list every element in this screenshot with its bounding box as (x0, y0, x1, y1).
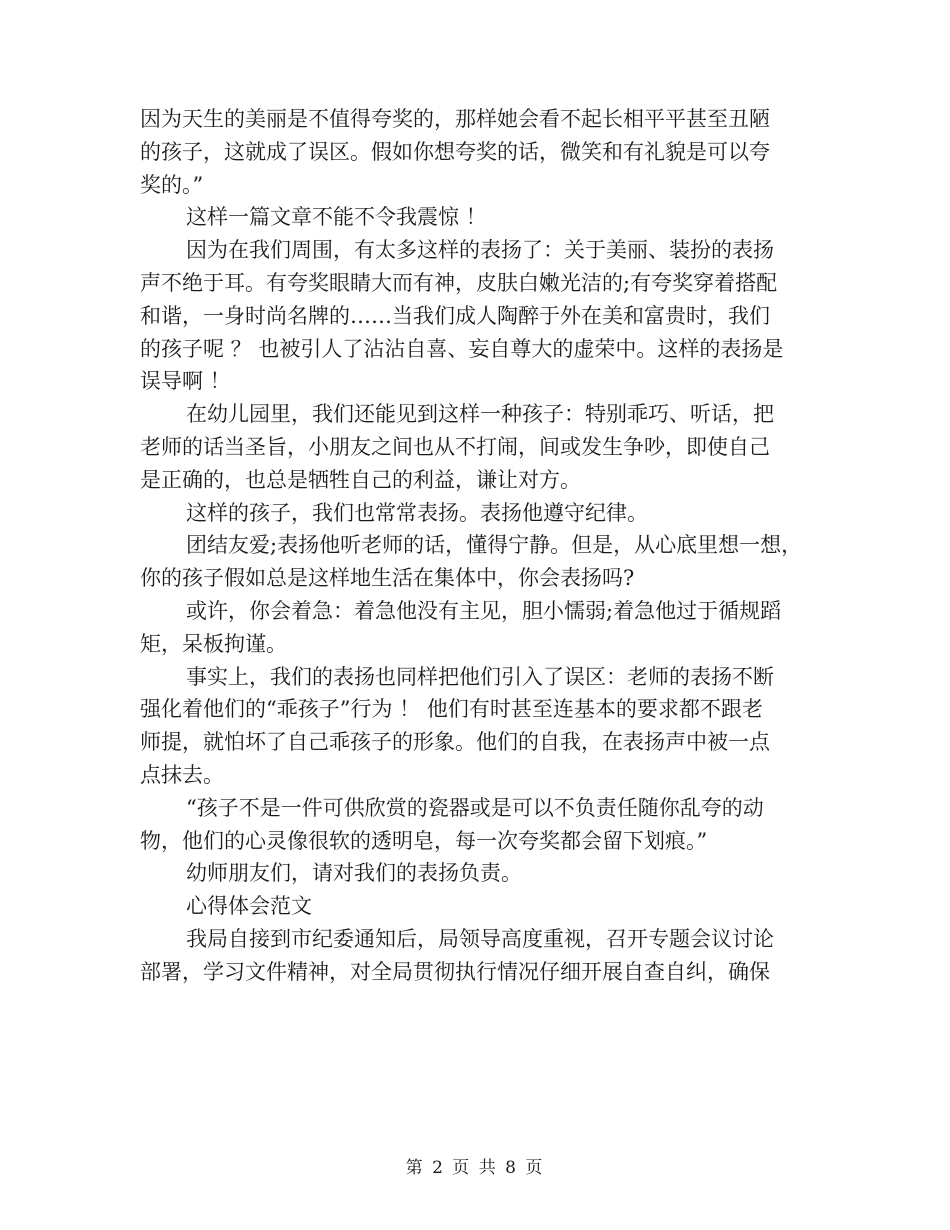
text-line: 老师的话当圣旨，小朋友之间也从不打闹，间或发生争吵，即使自己 (140, 434, 770, 459)
text-line: 幼师朋友们，请对我们的表扬负责。 (186, 861, 522, 886)
text-line: 这样一篇文章不能不令我震惊 ！ (186, 205, 487, 230)
text-line: 点抹去。 (140, 762, 224, 787)
text-line: 部署，学习文件精神，对全局贯彻执行情况仔细开展自查自纠，确保 (140, 959, 770, 984)
text-line: 误导啊 ！ (140, 369, 231, 394)
text-line: 师提，就怕坏了自己乖孩子的形象。他们的自我，在表扬声中被一点 (140, 730, 770, 755)
text-line: 团结友爱;表扬他听老师的话，懂得宁静。但是，从心底里想一想， (186, 533, 803, 558)
text-line: 强化着他们的“乖孩子”行为 ！ 他们有时甚至连基本的要求都不跟老 (140, 697, 763, 722)
text-line: 因为在我们周围，有太多这样的表扬了：关于美丽、装扮的表扬 (186, 238, 774, 263)
text-line: 和谐，一身时尚名牌的……当我们成人陶醉于外在美和富贵时，我们 (140, 303, 770, 328)
document-body (140, 103, 830, 989)
text-line: 矩，呆板拘谨。 (140, 631, 287, 656)
text-line: 心得体会范文 (186, 894, 312, 919)
text-line: 是正确的，也总是牺牲自己的利益，谦让对方。 (140, 467, 581, 492)
text-line: 这样的孩子，我们也常常表扬。表扬他遵守纪律。 (186, 500, 648, 525)
text-line: 你的孩子假如总是这样地生活在集体中，你会表扬吗? (140, 566, 635, 591)
text-line: 我局自接到市纪委通知后，局领导高度重视，召开专题会议讨论 (186, 926, 774, 951)
text-line: “孩子不是一件可供欣赏的瓷器或是可以不负责任随你乱夸的动 (186, 795, 764, 820)
text-line: 的孩子呢 ？ 也被引人了沾沾自喜、妄自尊大的虚荣中。这样的表扬是 (140, 336, 784, 361)
text-line: 因为天生的美丽是不值得夸奖的，那样她会看不起长相平平甚至丑陋 (140, 107, 770, 131)
text-line: 在幼儿园里，我们还能见到这样一种孩子：特别乖巧、听话，把 (186, 402, 774, 427)
text-line: 事实上，我们的表扬也同样把他们引入了误区：老师的表扬不断 (186, 664, 774, 689)
text-line: 奖的。” (140, 172, 204, 197)
text-line: 物，他们的心灵像很软的透明皂，每一次夸奖都会留下划痕。” (140, 828, 708, 853)
page-number: 第 2 页 共 8 页 (405, 1158, 545, 1178)
text-line: 声不绝于耳。有夸奖眼睛大而有神，皮肤白嫩光洁的;有夸奖穿着搭配 (140, 270, 778, 295)
text-line: 的孩子，这就成了误区。假如你想夸奖的话，微笑和有礼貌是可以夸 (140, 139, 770, 164)
text-line: 或许，你会着急：着急他没有主见，胆小懦弱;着急他过于循规蹈 (186, 598, 782, 623)
